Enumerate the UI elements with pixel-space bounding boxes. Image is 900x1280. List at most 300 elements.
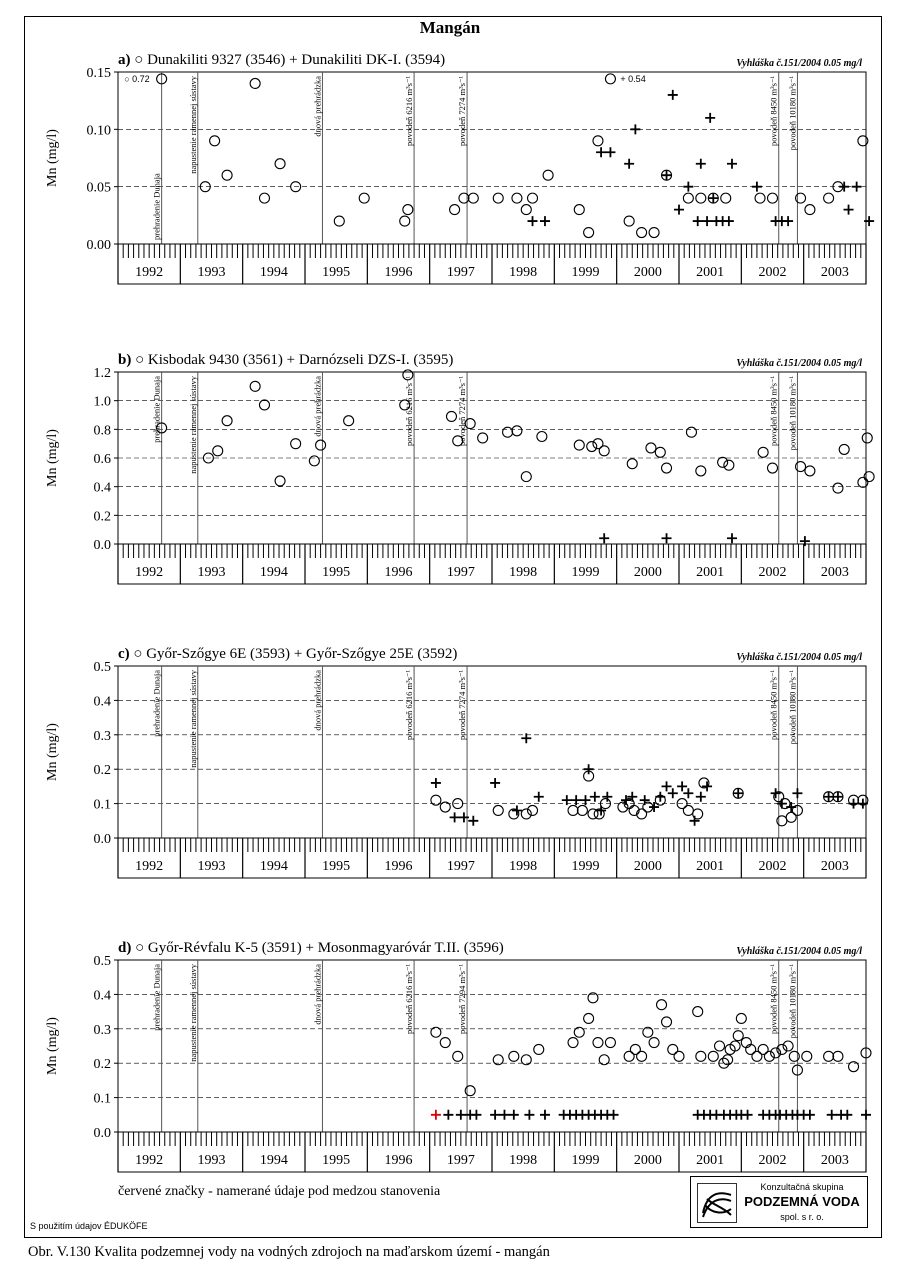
data-point-plus xyxy=(683,788,693,798)
x-tick-label: 2003 xyxy=(820,565,849,580)
data-point-plus xyxy=(852,182,862,192)
page-title: Mangán xyxy=(419,18,481,37)
data-point-circle xyxy=(839,444,849,454)
panel-label: c) xyxy=(118,646,134,662)
x-tick-label: 2001 xyxy=(696,265,725,280)
legend-circle-icon: ○ xyxy=(135,940,148,956)
data-point-circle xyxy=(758,447,768,457)
data-point-plus xyxy=(468,816,478,826)
legend-plus-icon: + xyxy=(289,52,302,68)
data-point-circle xyxy=(668,1044,678,1054)
data-point-circle xyxy=(599,1055,609,1065)
x-tick-label: 1999 xyxy=(571,265,600,280)
legend-plus-icon: + xyxy=(286,352,299,368)
chart-b xyxy=(0,340,900,620)
data-point-plus xyxy=(677,781,687,791)
x-tick-label: 1996 xyxy=(384,565,413,580)
data-point-circle xyxy=(543,170,553,180)
data-point-circle xyxy=(512,193,522,203)
panel-label: d) xyxy=(118,940,136,956)
data-point-circle xyxy=(574,205,584,215)
data-point-plus xyxy=(727,159,737,169)
data-point-plus xyxy=(668,90,678,100)
data-credit: S použitím údajov ÉDUKÖFE xyxy=(30,1221,148,1231)
y-tick-label: 0.0 xyxy=(93,1126,111,1141)
x-tick-label: 1992 xyxy=(135,565,164,580)
data-point-plus xyxy=(674,205,684,215)
data-point-plus xyxy=(534,792,544,802)
data-point-circle xyxy=(764,1051,774,1061)
y-tick-label: 0.0 xyxy=(93,832,111,847)
data-point-circle xyxy=(584,228,594,238)
x-tick-label: 1992 xyxy=(135,859,164,874)
data-point-circle xyxy=(736,1013,746,1023)
event-label: povodeň 6216 m³s⁻¹ xyxy=(404,376,415,447)
logo-subtitle: spol. s r. o. xyxy=(780,1212,824,1222)
x-tick-label: 2001 xyxy=(696,859,725,874)
x-tick-label: 2002 xyxy=(758,1153,787,1168)
panel-header xyxy=(118,940,504,956)
x-tick-label: 1995 xyxy=(322,265,351,280)
data-point-circle xyxy=(521,205,531,215)
data-point-circle xyxy=(718,457,728,467)
chart-d xyxy=(0,928,900,1198)
data-point-circle xyxy=(493,805,503,815)
data-point-circle xyxy=(453,1051,463,1061)
data-point-circle xyxy=(646,443,656,453)
data-point-circle xyxy=(624,216,634,226)
x-tick-label: 2002 xyxy=(758,565,787,580)
event-label: dnová prehrádzka xyxy=(312,670,323,731)
x-tick-label: 1997 xyxy=(446,859,475,874)
data-point-plus xyxy=(827,1110,837,1120)
data-point-plus xyxy=(540,1110,550,1120)
event-label: prehradenie Dunaja xyxy=(151,670,162,737)
data-point-circle xyxy=(755,193,765,203)
data-point-circle xyxy=(587,442,597,452)
x-tick-label: 1999 xyxy=(571,565,600,580)
data-point-circle xyxy=(862,433,872,443)
y-axis-label: Mn (mg/l) xyxy=(45,1017,60,1075)
event-label: napustenie ramennej sústavy xyxy=(187,670,198,768)
data-point-plus xyxy=(624,159,634,169)
event-label: napustenie ramennej sústavy xyxy=(187,76,198,174)
data-point-circle xyxy=(683,193,693,203)
data-point-plus xyxy=(571,795,581,805)
x-tick-label: 1994 xyxy=(259,265,288,280)
y-tick-label: 0.2 xyxy=(93,509,111,525)
event-label: povodeň 10180 m³s⁻¹ xyxy=(787,76,798,151)
data-point-circle xyxy=(521,809,531,819)
panel-label: a) xyxy=(118,52,135,68)
data-point-plus xyxy=(690,816,700,826)
figure-caption: Obr. V.130 Kvalita podzemnej vody na vodných zdrojoch na maďarskom území - mangán xyxy=(28,1244,550,1260)
data-point-circle xyxy=(431,1027,441,1037)
data-point-circle xyxy=(783,1041,793,1051)
data-point-circle xyxy=(359,193,369,203)
data-point-circle xyxy=(316,440,326,450)
x-tick-label: 1997 xyxy=(446,1153,475,1168)
data-point-circle xyxy=(686,427,696,437)
x-tick-label: 1999 xyxy=(571,859,600,874)
x-tick-label: 1997 xyxy=(446,565,475,580)
data-point-circle xyxy=(568,1038,578,1048)
data-point-circle xyxy=(512,426,522,436)
data-point-plus xyxy=(431,778,441,788)
event-label: povodeň 6216 m³s⁻¹ xyxy=(404,76,415,147)
data-point-plus xyxy=(724,216,734,226)
data-point-plus xyxy=(605,147,615,157)
x-tick-label: 1994 xyxy=(259,1153,288,1168)
data-point-circle xyxy=(708,1051,718,1061)
data-point-circle xyxy=(334,216,344,226)
y-tick-label: 0.5 xyxy=(93,660,111,675)
x-tick-label: 2003 xyxy=(820,1153,849,1168)
event-label: povodeň 8450 m³s⁻¹ xyxy=(768,964,779,1035)
data-point-plus xyxy=(727,533,737,543)
data-point-plus xyxy=(490,1110,500,1120)
data-point-plus xyxy=(662,533,672,543)
limit-note: Vyhláška č.151/2004 0.05 mg/l xyxy=(736,946,862,957)
data-point-circle xyxy=(624,1051,634,1061)
data-point-circle xyxy=(440,802,450,812)
data-point-plus xyxy=(861,1110,871,1120)
data-point-circle xyxy=(833,1051,843,1061)
data-point-circle xyxy=(637,1051,647,1061)
y-tick-label: 0.2 xyxy=(93,1057,111,1073)
data-point-circle xyxy=(222,170,232,180)
event-label: povodeň 10180 m³s⁻¹ xyxy=(787,376,798,451)
data-point-circle xyxy=(752,1051,762,1061)
x-tick-label: 2001 xyxy=(696,565,725,580)
x-tick-label: 1993 xyxy=(197,565,226,580)
data-point-circle xyxy=(509,1051,519,1061)
y-tick-label: 0.4 xyxy=(93,480,111,496)
event-label: povodeň 7274 m³s⁻¹ xyxy=(457,376,468,447)
event-label: prehradenie Dunaja xyxy=(151,964,162,1031)
x-tick-label: 1998 xyxy=(509,1153,538,1168)
annotation-label: + 0.54 xyxy=(620,73,646,84)
x-tick-label: 2003 xyxy=(820,265,849,280)
data-point-plus xyxy=(705,113,715,123)
y-tick-label: 0.1 xyxy=(93,797,111,813)
event-label: povodeň 8450 m³s⁻¹ xyxy=(768,376,779,447)
data-point-circle xyxy=(250,78,260,88)
data-point-circle xyxy=(503,427,513,437)
chart-a xyxy=(0,40,900,320)
x-tick-label: 2001 xyxy=(696,1153,725,1168)
data-point-circle xyxy=(593,136,603,146)
y-tick-label: 0.10 xyxy=(86,123,111,139)
data-point-plus xyxy=(655,792,665,802)
data-point-circle xyxy=(528,805,538,815)
legend-circle-icon: ○ xyxy=(133,646,147,662)
data-point-circle xyxy=(696,1051,706,1061)
data-point-circle xyxy=(849,1062,859,1072)
limit-note: Vyhláška č.151/2004 0.05 mg/l xyxy=(736,652,862,663)
data-point-circle xyxy=(733,1031,743,1041)
data-point-circle xyxy=(630,1044,640,1054)
x-tick-label: 2003 xyxy=(820,859,849,874)
data-point-plus xyxy=(743,1110,753,1120)
data-point-plus xyxy=(792,788,802,798)
data-point-circle xyxy=(696,193,706,203)
logo-tagline: Konzultačná skupina xyxy=(760,1182,844,1192)
x-tick-label: 1996 xyxy=(384,859,413,874)
data-point-plus xyxy=(602,792,612,802)
data-point-plus xyxy=(844,205,854,215)
data-point-plus xyxy=(431,1110,441,1120)
data-point-plus xyxy=(702,216,712,226)
panel-header xyxy=(118,352,453,368)
data-point-circle xyxy=(768,193,778,203)
data-point-circle xyxy=(574,1027,584,1037)
event-label: dnová prehrádzka xyxy=(312,964,323,1025)
x-tick-label: 2000 xyxy=(633,859,662,874)
data-point-circle xyxy=(534,1044,544,1054)
data-point-circle xyxy=(758,1044,768,1054)
y-tick-label: 0.5 xyxy=(93,954,111,969)
data-point-plus xyxy=(683,182,693,192)
legend-circle-icon: ○ xyxy=(135,352,148,368)
data-point-plus xyxy=(524,1110,534,1120)
logo-mark-icon xyxy=(697,1183,737,1223)
panel-header xyxy=(118,52,445,68)
data-point-circle xyxy=(450,205,460,215)
legend-series-1: Győr-Révfalu K-5 (3591) xyxy=(147,940,306,956)
data-point-circle xyxy=(259,400,269,410)
legend-plus-icon: + xyxy=(293,646,307,662)
event-label: dnová prehrádzka xyxy=(312,376,323,437)
x-tick-label: 1993 xyxy=(197,265,226,280)
data-point-circle xyxy=(721,193,731,203)
data-point-circle xyxy=(528,193,538,203)
data-point-circle xyxy=(627,459,637,469)
data-point-circle xyxy=(493,193,503,203)
x-tick-label: 1995 xyxy=(322,859,351,874)
chart-c xyxy=(0,634,900,914)
data-point-circle xyxy=(213,446,223,456)
data-point-circle xyxy=(605,74,615,84)
data-point-plus xyxy=(512,805,522,815)
data-point-circle xyxy=(683,805,693,815)
data-point-circle xyxy=(537,432,547,442)
data-point-plus xyxy=(599,533,609,543)
data-point-plus xyxy=(696,159,706,169)
data-point-plus xyxy=(668,788,678,798)
y-tick-label: 0.0 xyxy=(93,538,111,553)
data-point-circle xyxy=(400,216,410,226)
data-point-plus xyxy=(842,1110,852,1120)
legend-circle-icon: ○ xyxy=(134,52,148,68)
data-point-circle xyxy=(344,416,354,426)
data-point-plus xyxy=(630,124,640,134)
data-point-plus xyxy=(443,1110,453,1120)
data-point-circle xyxy=(768,463,778,473)
data-point-circle xyxy=(824,193,834,203)
y-tick-label: 0.05 xyxy=(86,180,111,196)
data-point-circle xyxy=(468,193,478,203)
data-point-plus xyxy=(450,812,460,822)
data-point-circle xyxy=(824,1051,834,1061)
data-point-circle xyxy=(655,447,665,457)
legend-series-1: Győr-Szőgye 6E (3593) xyxy=(146,646,294,662)
y-tick-label: 0.2 xyxy=(93,763,111,779)
limit-note: Vyhláška č.151/2004 0.05 mg/l xyxy=(736,58,862,69)
data-point-plus xyxy=(540,216,550,226)
data-point-circle xyxy=(250,381,260,391)
legend-series-2: Mosonmagyaróvár T.II. (3596) xyxy=(317,940,504,956)
x-tick-label: 1992 xyxy=(135,1153,164,1168)
event-label: povodeň 7294 m³s⁻¹ xyxy=(457,964,468,1035)
plot-frame xyxy=(118,72,866,244)
data-point-circle xyxy=(403,205,413,215)
legend-series-2: Győr-Szőgye 25E (3592) xyxy=(306,646,458,662)
data-point-circle xyxy=(521,472,531,482)
data-point-circle xyxy=(662,1017,672,1027)
data-point-circle xyxy=(275,159,285,169)
x-tick-label: 1999 xyxy=(571,1153,600,1168)
legend-series-1: Kisbodak 9430 (3561) xyxy=(147,352,287,368)
data-point-circle xyxy=(275,476,285,486)
data-point-circle xyxy=(696,466,706,476)
x-tick-label: 1997 xyxy=(446,265,475,280)
data-point-plus xyxy=(783,216,793,226)
x-tick-label: 1994 xyxy=(259,859,288,874)
x-tick-label: 1992 xyxy=(135,265,164,280)
x-tick-label: 1993 xyxy=(197,859,226,874)
data-point-circle xyxy=(649,228,659,238)
data-point-circle xyxy=(440,1038,450,1048)
data-point-circle xyxy=(309,456,319,466)
event-label: napustenie ramennej sústavy xyxy=(187,376,198,474)
y-tick-label: 1.0 xyxy=(93,394,111,410)
data-point-plus xyxy=(471,1110,481,1120)
data-point-plus xyxy=(596,147,606,157)
x-tick-label: 1995 xyxy=(322,1153,351,1168)
y-axis-label: Mn (mg/l) xyxy=(45,723,60,781)
data-point-circle xyxy=(574,440,584,450)
event-label: dnová prehrádzka xyxy=(312,76,323,137)
data-point-circle xyxy=(657,1000,667,1010)
event-label: prehradenie Dunaja xyxy=(151,173,162,240)
data-point-circle xyxy=(259,193,269,203)
data-point-circle xyxy=(584,1013,594,1023)
legend-series-2: Darnózseli DZS-I. (3595) xyxy=(298,352,454,368)
x-tick-label: 1996 xyxy=(384,265,413,280)
event-label: napustenie ramennej sústavy xyxy=(187,964,198,1062)
data-point-circle xyxy=(715,1041,725,1051)
data-point-circle xyxy=(577,805,587,815)
data-point-circle xyxy=(210,136,220,146)
data-point-plus xyxy=(839,182,849,192)
data-point-circle xyxy=(693,1007,703,1017)
event-label: povodeň 7274 m³s⁻¹ xyxy=(457,76,468,147)
x-tick-label: 1994 xyxy=(259,565,288,580)
x-tick-label: 2000 xyxy=(633,265,662,280)
y-tick-label: 0.8 xyxy=(93,423,111,439)
x-tick-label: 1995 xyxy=(322,565,351,580)
data-point-plus xyxy=(662,781,672,791)
footnote: červené značky - namerané údaje pod medzou stanovenia xyxy=(118,1184,441,1199)
event-label: povodeň 10180 m³s⁻¹ xyxy=(787,964,798,1039)
y-tick-label: 1.2 xyxy=(93,366,111,381)
data-point-circle xyxy=(222,416,232,426)
x-tick-label: 1998 xyxy=(509,859,538,874)
y-tick-label: 0.3 xyxy=(93,728,111,744)
data-point-circle xyxy=(674,1051,684,1061)
legend-series-1: Dunakiliti 9327 (3546) xyxy=(147,52,290,68)
x-tick-label: 2000 xyxy=(633,1153,662,1168)
legend-series-2: Dunakiliti DK-I. (3594) xyxy=(301,52,446,68)
data-point-circle xyxy=(805,466,815,476)
data-point-circle xyxy=(446,411,456,421)
y-axis-label: Mn (mg/l) xyxy=(45,129,60,187)
data-point-plus xyxy=(509,1110,519,1120)
x-tick-label: 2000 xyxy=(633,565,662,580)
data-point-plus xyxy=(849,799,859,809)
company-logo xyxy=(690,1176,868,1228)
data-point-circle xyxy=(593,1038,603,1048)
data-point-circle xyxy=(649,1038,659,1048)
data-point-plus xyxy=(696,792,706,802)
y-tick-label: 0.15 xyxy=(86,66,111,81)
data-point-circle xyxy=(724,460,734,470)
data-point-circle xyxy=(291,439,301,449)
data-point-circle xyxy=(599,446,609,456)
panel-label: b) xyxy=(118,352,136,368)
event-label: povodeň 6216 m³s⁻¹ xyxy=(404,964,415,1035)
data-point-plus xyxy=(528,216,538,226)
x-tick-label: 1996 xyxy=(384,1153,413,1168)
x-tick-label: 2002 xyxy=(758,859,787,874)
x-tick-label: 1993 xyxy=(197,1153,226,1168)
data-point-circle xyxy=(637,228,647,238)
data-point-circle xyxy=(431,795,441,805)
legend-plus-icon: + xyxy=(305,940,318,956)
data-point-plus xyxy=(456,1110,466,1120)
data-point-circle xyxy=(802,1051,812,1061)
data-point-plus xyxy=(609,1110,619,1120)
data-point-plus xyxy=(805,1110,815,1120)
y-tick-label: 0.4 xyxy=(93,694,111,710)
data-point-circle xyxy=(568,805,578,815)
data-point-plus xyxy=(590,792,600,802)
y-tick-label: 0.4 xyxy=(93,988,111,1004)
data-point-plus xyxy=(693,216,703,226)
event-label: povodeň 6216 m³s⁻¹ xyxy=(404,670,415,741)
y-tick-label: 0.1 xyxy=(93,1091,111,1107)
event-label: povodeň 8450 m³s⁻¹ xyxy=(768,670,779,741)
y-tick-label: 0.3 xyxy=(93,1022,111,1038)
annotation-label: ○ 0.72 xyxy=(124,73,150,84)
y-tick-label: 0.00 xyxy=(86,238,111,253)
data-point-circle xyxy=(605,1038,615,1048)
data-point-circle xyxy=(478,433,488,443)
limit-note: Vyhláška č.151/2004 0.05 mg/l xyxy=(736,358,862,369)
data-point-circle xyxy=(805,205,815,215)
event-label: prehradenie Dunaja xyxy=(151,376,162,443)
y-tick-label: 0.6 xyxy=(93,452,111,467)
data-point-plus xyxy=(490,778,500,788)
data-point-circle xyxy=(662,463,672,473)
x-tick-label: 2002 xyxy=(758,265,787,280)
plot-frame xyxy=(118,666,866,838)
data-point-circle xyxy=(833,483,843,493)
panel-header xyxy=(118,646,457,662)
logo-name: PODZEMNÁ VODA xyxy=(744,1194,860,1209)
data-point-circle xyxy=(786,812,796,822)
